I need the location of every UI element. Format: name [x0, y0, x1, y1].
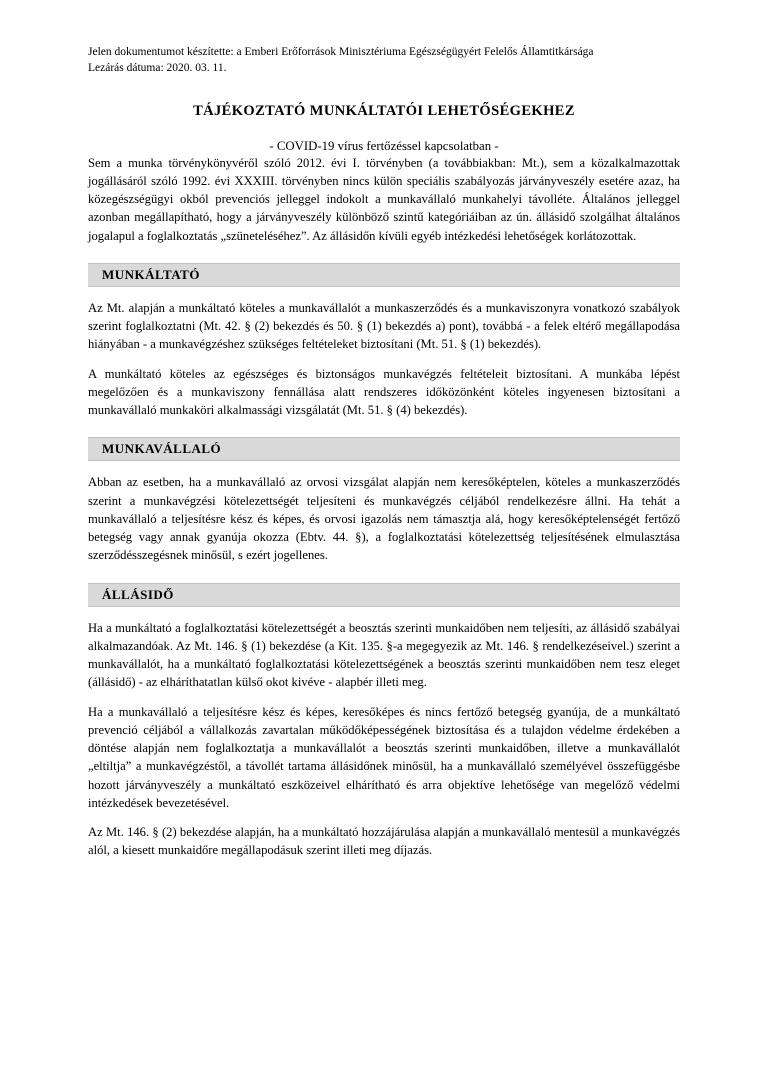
header-date-line: Lezárás dátuma: 2020. 03. 11.	[88, 62, 227, 75]
section-munkaltato	[88, 263, 680, 420]
section-body	[88, 473, 680, 564]
intro-paragraph: Sem a munka törvénykönyvéről szóló 2012. évi I. törvényben (a továbbiakban: Mt.), sem a közalkalmazottak jogállásáról szóló 1992. évi XXXIII. törvényben nincs külön speciális szabályozás járványveszély esetére azaz, ha közegészségügyi okból prevenciós jelleggel indokolt a munkavállaló munkahelyi távolléte. Általános jelleggel azonban megállapítható, hogy a járványveszély különböző szintű kategóriáiban az ún. állásidő szolgálhat általános jogalapul a foglalkoztatás „szüneteléséhez”. Az állásidőn kívüli egyéb intézkedési lehetőségek korlátozottak.	[88, 155, 680, 243]
page-subtitle: - COVID-19 vírus fertőzéssel kapcsolatban -	[269, 138, 499, 153]
paragraph: Ha a munkáltató a foglalkoztatási kötelezettségét a beosztás szerinti munkaidőben nem teljesíti, az állásidő szabályai alkalmazandóak. Az Mt. 146. § (1) bekezdése (a Kit. 135. §-a megegyezik az Mt. 146. § rendelkezéseivel.) szerint a munkavállalót, ha a munkáltató foglalkoztatási kötelezettségének a beosztás szerinti munkaidőben nem tesz eleget (állásidő) - az elháríthatatlan külső okot kivéve - alapbér illeti meg.	[88, 620, 680, 690]
paragraph: Az Mt. alapján a munkáltató köteles a munkavállalót a munkaszerződés és a munkaviszonyra vonatkozó szabályok szerint foglalkoztatni (Mt. 42. § (2) bekezdés és 50. § (1) bekezdés a) pont), továbbá - a felek eltérő megállapodása hiányában - a munkavégzéshez szükséges feltételeket biztosítani (Mt. 51. § (1) bekezdés).	[88, 300, 680, 352]
section-heading: ÁLLÁSIDŐ	[88, 583, 680, 607]
paragraph: A munkáltató köteles az egészséges és biztonságos munkavégzés feltételeit biztosítani. A munkába lépést megelőzően és a munkaviszony fennállása alatt rendszeres időközönként köteles ingyenesen biztosítani a munkavállaló munkaköri alkalmassági vizsgálatát (Mt. 51. § (4) bekezdés).	[88, 366, 680, 418]
page-title: TÁJÉKOZTATÓ MUNKÁLTATÓI LEHETŐSÉGEKHEZ	[193, 102, 575, 119]
paragraph: Abban az esetben, ha a munkavállaló az orvosi vizsgálat alapján nem keresőképtelen, köteles a munkaszerződés szerint a munkavégzési kötelezettségét teljesíteni és munkavégzés céljából rendelkezésre állni. Ha tehát a munkavállaló a teljesítésre kész és képes, és orvosi igazolás nem támasztja alá, hogy keresőképtelenségét fertőző betegség vagy annak gyanúja okozza (Ebtv. 44. §), a foglalkoztatási kötelezettség teljesítésének elmulasztása szerződésszegésnek minősül, s ezért jogellenes.	[88, 475, 680, 563]
paragraph: Ha a munkavállaló a teljesítésre kész és képes, keresőképes és nincs fertőző betegség gyanúja, de a munkáltató prevenció céljából a vállalkozás zavartalan működőképességének biztosítása és a tulajdon védelme érdekében a döntése alapján nem foglalkoztatja a munkavállalót a beosztás szerinti munkaidőben, illetve a munkavállalót „eltiltja” a munkavégzéstől, a távollét tartama állásidőnek minősül, ha a munkavállaló személyével összefüggésbe hozott járványveszély a munkáltató eszközeivel elhárítható és arra objektíve lehetősége van megelőző védelmi intézkedések bevezetésével.	[88, 704, 680, 810]
section-body	[88, 299, 680, 420]
section-allasido	[88, 583, 680, 860]
section-heading: MUNKAVÁLLALÓ	[88, 437, 680, 461]
section-body	[88, 619, 680, 860]
header-author-line: Jelen dokumentumot készítette: a Emberi Erőforrások Minisztériuma Egészségügyért Felelős Államtitkársága	[88, 46, 594, 58]
paragraph: Az Mt. 146. § (2) bekezdése alapján, ha a munkáltató hozzájárulása alapján a munkavállaló mentesül a munkavégzés alól, a kiesett munkaidőre megállapodásuk szerint illeti meg díjazás.	[88, 825, 680, 858]
section-heading: MUNKÁLTATÓ	[88, 263, 680, 287]
document-header	[88, 44, 680, 77]
section-munkavallalo	[88, 437, 680, 564]
